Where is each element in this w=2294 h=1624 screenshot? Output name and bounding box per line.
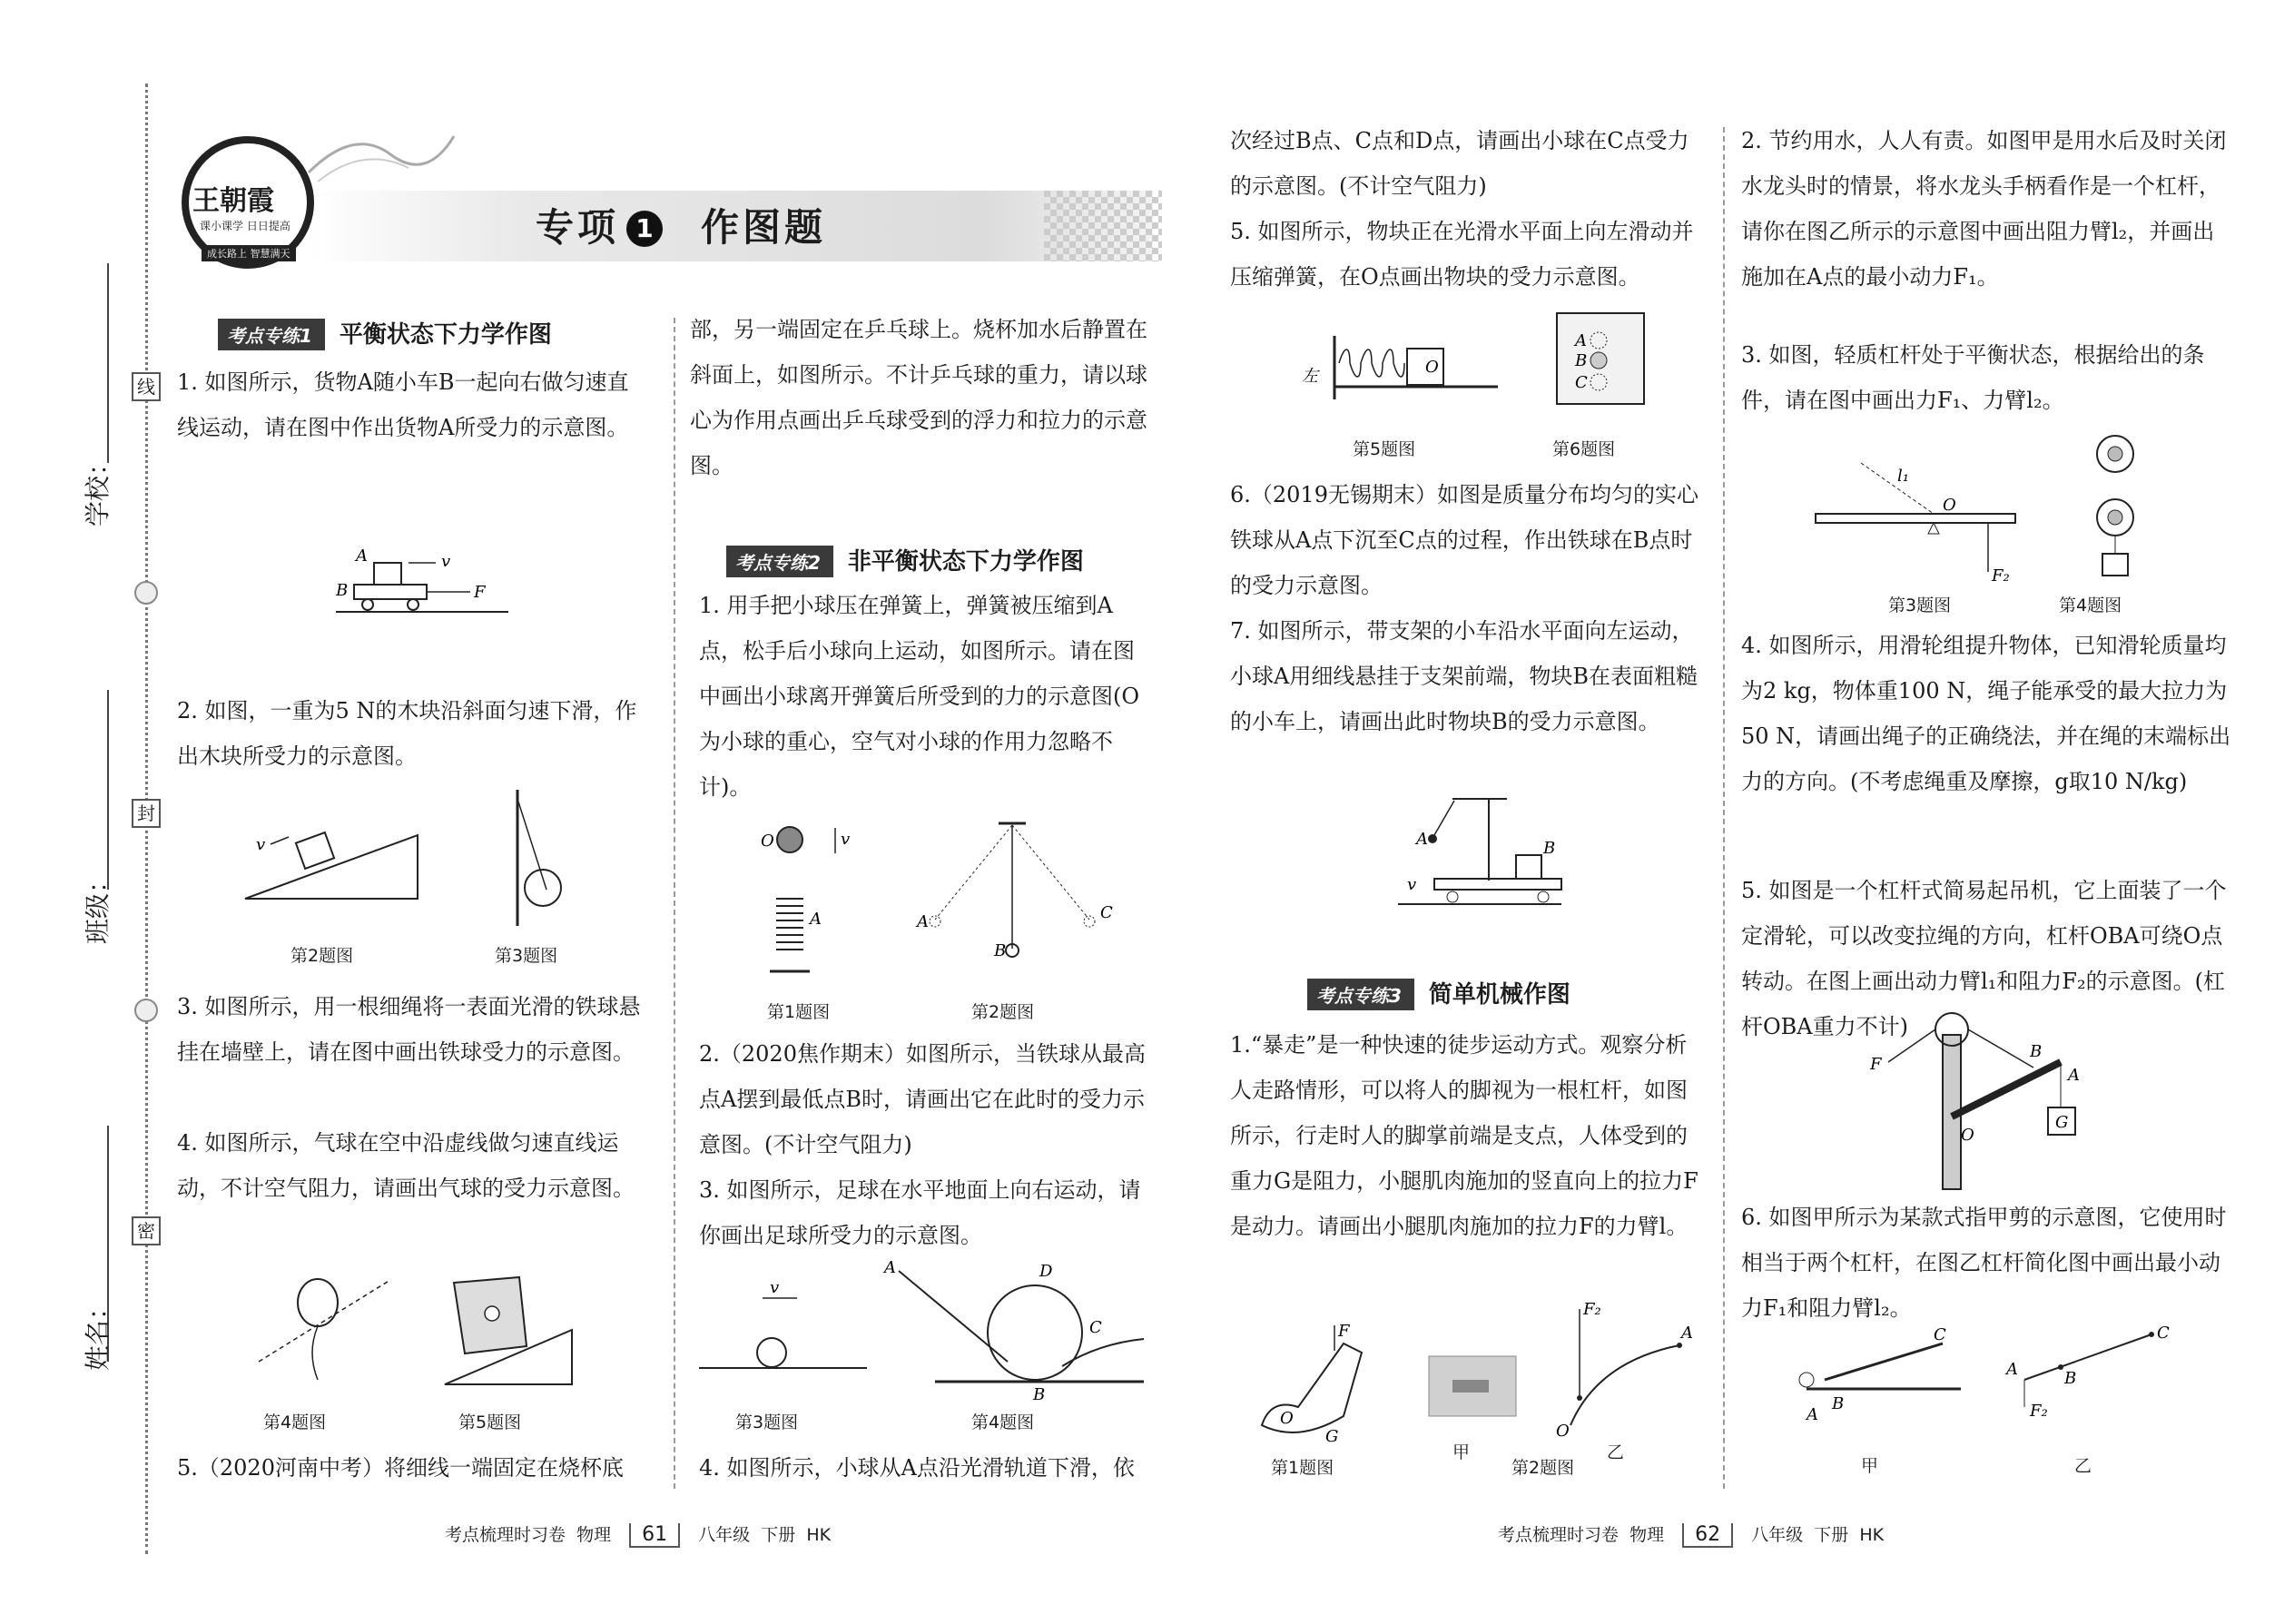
svg-text:v: v	[770, 1278, 780, 1297]
school-label: 学校：	[83, 449, 113, 527]
c1-q5: 5.（2020河南中考）将细线一端固定在烧杯底	[177, 1455, 624, 1481]
caption: 第5题图	[1353, 439, 1416, 459]
svg-text:v: v	[441, 552, 451, 571]
svg-text:B: B	[336, 581, 349, 600]
footer-left	[445, 1521, 831, 1548]
caption: 第4题图	[971, 1412, 1035, 1432]
caption: 乙	[1607, 1442, 1625, 1462]
section-1-badge: 考点专练1	[218, 319, 325, 350]
c4-q5: 5. 如图是一个杠杆式简易起吊机，它上面装了一个定滑轮，可以改变拉绳的方向，杠杆OBA可绕O点转动。在图上画出动力臂l₁和阻力F₂的示意图。(杠杆OBA重力不计)	[1741, 878, 2227, 1039]
svg-text:B: B	[1575, 351, 1588, 370]
svg-text:v: v	[841, 830, 851, 849]
seal-box-secret: 密	[132, 1216, 161, 1245]
figure-cart-pendulum	[1398, 790, 1561, 917]
caption: 第2题图	[971, 1002, 1035, 1022]
svg-text:C: C	[1934, 1325, 1946, 1344]
c2-q5-cont: 部，另一端固定在乒乓球上。烧杯加水后静置在斜面上，如图所示。不计乒乓球的重力，请以球心为作用点画出乒乓球受到的浮力和拉力的示意图。	[690, 317, 1147, 478]
svg-text:F: F	[1338, 1322, 1350, 1341]
section-1-title: 平衡状态下力学作图	[339, 321, 552, 349]
c2-q4: 4. 如图所示，小球从A点沿光滑轨道下滑，依	[699, 1455, 1135, 1481]
name-line-school	[107, 263, 109, 463]
c4-q6: 6. 如图甲所示为某款式指甲剪的示意图，它使用时相当于两个杠杆，在图乙杠杆简化图中画出最小动力F₁和阻力臂l₂。	[1741, 1205, 2227, 1321]
figure-cart-cargo	[336, 545, 536, 635]
caption: 甲	[1861, 1456, 1879, 1476]
figure-clipper-lever	[1988, 1325, 2170, 1425]
figure-track-loop	[881, 1253, 1153, 1407]
c3-q4-cont: 次经过B点、C点和D点，请画出小球在C点受力的示意图。(不计空气阻力)	[1230, 128, 1689, 199]
c3-q7: 7. 如图所示，带支架的小车沿水平面向左运动，小球A用细线悬挂于支架前端，物块B在表面粗糙的小车上，请画出此时物块B的受力示意图。	[1230, 618, 1698, 734]
caption: 第3题图	[1888, 595, 1952, 615]
c2-q2: 2.（2020焦作期末）如图所示，当铁球从最高点A摆到最低点B时，请画出它在此时的受力示意图。(不计空气阻力)	[699, 1041, 1146, 1157]
svg-text:O: O	[1425, 358, 1439, 377]
svg-text:C: C	[1100, 903, 1113, 922]
footer-right	[1498, 1521, 1884, 1548]
figure-spring-block	[1298, 309, 1516, 408]
c2-q1: 1. 用手把小球压在弹簧上，弹簧被压缩到A点，松手后小球向上运动，如图所示。请在图中画出小球离开弹簧后所受到的力的示意图(O为小球的重心，空气对小球的作用力忽略不计)。	[699, 593, 1140, 800]
ornament-icon	[134, 581, 158, 605]
c4-q3: 3. 如图，轻质杠杆处于平衡状态，根据给出的条件，请在图中画出力F₁、力臂l₂。	[1741, 342, 2205, 413]
caption: 第3题图	[495, 946, 558, 966]
footer-grade: 八年级	[1751, 1525, 1804, 1545]
c3-q1: 1.“暴走”是一种快速的徒步运动方式。观察分析人走路情形，可以将人的脚视为一根杠杆，如图所示，行走时人的脚掌前端是支点，人体受到的重力G是阻力，小腿肌肉施加的竖直向上的拉力F是动力。请画出小腿肌肉施加的拉力F的力臂l。	[1230, 1032, 1698, 1239]
svg-text:v: v	[1407, 875, 1417, 894]
c2-q3: 3. 如图所示，足球在水平地面上向右运动，请你画出足球所受力的示意图。	[699, 1177, 1141, 1248]
section-2-heading	[726, 543, 1084, 577]
svg-text:B: B	[994, 941, 1007, 960]
section-1-heading	[218, 316, 552, 350]
svg-text:F₂: F₂	[2030, 1402, 2048, 1421]
footer-term: 下册	[1814, 1525, 1849, 1545]
logo-slogan: 成长路上 智慧满天	[202, 245, 296, 261]
c1-q1: 1. 如图所示，货物A随小车B一起向右做匀速直线运动，请在图中作出货物A所受力的示意图。	[177, 369, 629, 440]
svg-text:A: A	[2068, 1066, 2080, 1085]
section-2-title: 非平衡状态下力学作图	[847, 548, 1084, 576]
page-number: 61	[629, 1523, 680, 1548]
figure-nail-clipper	[1788, 1325, 1970, 1425]
svg-text:C: C	[1575, 373, 1588, 392]
title-pre: 专项	[536, 205, 620, 250]
c1-q3: 3. 如图所示，用一根细绳将一表面光滑的铁球悬挂在墙壁上，请在图中画出铁球受力的示意图。	[177, 994, 641, 1065]
page-number: 62	[1682, 1523, 1733, 1548]
caption: 甲	[1452, 1442, 1471, 1462]
figure-beaker-incline	[436, 1266, 581, 1403]
svg-text:O: O	[1961, 1126, 1974, 1145]
figure-beaker-ball	[1548, 304, 1657, 413]
figure-faucet-photo	[1416, 1343, 1534, 1425]
caption: 第2题图	[1511, 1458, 1575, 1478]
svg-text:A: A	[917, 912, 929, 931]
figure-football	[699, 1271, 871, 1389]
column-divider	[674, 318, 675, 1489]
name-label: 姓名：	[83, 1294, 113, 1371]
caption: 第6题图	[1552, 439, 1616, 459]
title-post: 作图题	[701, 205, 827, 250]
figure-lever-f1	[1807, 445, 2024, 590]
checker-pattern	[1044, 191, 1162, 261]
c3-q6: 6.（2019无锡期末）如图是质量分布均匀的实心铁球从A点下沉至C点的过程，作出铁球在B点时的受力示意图。	[1230, 482, 1698, 598]
svg-text:F₂: F₂	[1583, 1300, 1601, 1319]
svg-text:A: A	[2006, 1360, 2018, 1379]
caption: 第5题图	[458, 1412, 522, 1432]
svg-text:C: C	[1089, 1318, 1102, 1337]
seal-box-seal: 封	[132, 799, 161, 828]
section-3-badge: 考点专练3	[1307, 979, 1414, 1010]
svg-text:C: C	[2157, 1324, 2170, 1343]
svg-text:G: G	[2055, 1113, 2069, 1132]
svg-text:O: O	[761, 832, 774, 851]
figure-wall-ball	[499, 781, 572, 935]
figure-faucet-lever	[1543, 1298, 1707, 1443]
section-2-badge: 考点专练2	[726, 546, 833, 577]
svg-text:A: A	[1416, 830, 1428, 849]
c4-q4: 4. 如图所示，用滑轮组提升物体，已知滑轮质量均为2 kg，物体重100 N，绳子能承受的最大拉力为50 N，请画出绳子的正确绕法，并在绳的末端标出力的方向。(不考虑绳重及摩擦，g取10 N/kg)	[1741, 633, 2231, 794]
figure-foot-lever	[1244, 1316, 1380, 1452]
svg-text:B: B	[2030, 1042, 2043, 1061]
figure-incline-block	[236, 781, 436, 917]
svg-text:B: B	[1033, 1385, 1046, 1404]
footer-term: 下册	[761, 1525, 796, 1545]
c1-q2: 2. 如图，一重为5 N的木块沿斜面匀速下滑，作出木块所受力的示意图。	[177, 698, 637, 769]
footer-series: 考点梳理时习卷	[445, 1525, 566, 1545]
svg-text:F: F	[1870, 1055, 1882, 1074]
figure-spring-ball	[753, 817, 851, 989]
svg-text:F: F	[474, 583, 486, 602]
logo-sub: 课小课学 日日提高	[200, 220, 290, 232]
c4-q2: 2. 节约用水，人人有责。如图甲是用水后及时关闭水龙头时的情景，将水龙头手柄看作是一个杠杆，请你在图乙所示的示意图中画出阻力臂l₂，并画出施加在A点的最小动力F₁。	[1741, 128, 2227, 290]
footer-grade: 八年级	[698, 1525, 751, 1545]
svg-text:G: G	[1325, 1427, 1339, 1446]
seal-box-line: 线	[132, 372, 161, 401]
caption: 第4题图	[263, 1412, 327, 1432]
caption: 第4题图	[2059, 595, 2122, 615]
figure-pendulum	[908, 812, 1126, 967]
figure-pulley-block	[2079, 427, 2151, 590]
caption: 第3题图	[735, 1412, 799, 1432]
svg-text:左: 左	[1302, 367, 1318, 386]
svg-text:A: A	[1575, 331, 1587, 350]
figure-balloon	[254, 1262, 399, 1398]
svg-text:A: A	[810, 910, 822, 929]
svg-text:B: B	[1832, 1394, 1845, 1413]
logo-name: 王朝霞	[192, 185, 274, 217]
figure-crane	[1852, 1008, 2088, 1189]
svg-text:O: O	[1943, 496, 1956, 515]
svg-text:A: A	[1681, 1324, 1693, 1343]
ornament-icon	[134, 999, 158, 1022]
svg-text:l₁: l₁	[1897, 467, 1909, 486]
svg-text:A: A	[356, 546, 368, 566]
svg-text:F₂: F₂	[1992, 566, 2010, 586]
page-title	[536, 198, 826, 252]
caption: 第1题图	[1271, 1458, 1334, 1478]
footer-subject: 物理	[1629, 1525, 1665, 1545]
svg-text:A: A	[1807, 1405, 1818, 1424]
title-number: 1	[626, 211, 663, 247]
section-3-heading	[1307, 976, 1570, 1010]
svg-text:O: O	[1556, 1422, 1570, 1441]
footer-edition: HK	[1859, 1525, 1885, 1545]
svg-text:O: O	[1280, 1409, 1294, 1428]
footer-series: 考点梳理时习卷	[1498, 1525, 1620, 1545]
class-label: 班级：	[83, 867, 113, 944]
caption: 第2题图	[290, 946, 354, 966]
svg-text:A: A	[884, 1258, 896, 1277]
caption: 第1题图	[767, 1002, 831, 1022]
name-line-class	[107, 690, 109, 890]
svg-text:D: D	[1039, 1262, 1053, 1281]
svg-text:B: B	[1543, 839, 1556, 858]
ribbon-decoration	[300, 118, 463, 191]
c1-q4: 4. 如图所示，气球在空中沿虚线做匀速直线运动，不计空气阻力，请画出气球的受力示意图。	[177, 1130, 635, 1201]
svg-text:v: v	[256, 835, 266, 854]
c3-q5: 5. 如图所示，物块正在光滑水平面上向左滑动并压缩弹簧，在O点画出物块的受力示意图。	[1230, 219, 1694, 290]
footer-edition: HK	[806, 1525, 832, 1545]
svg-text:B: B	[2064, 1369, 2077, 1388]
section-3-title: 简单机械作图	[1428, 981, 1570, 1009]
footer-subject: 物理	[576, 1525, 612, 1545]
column-divider	[1723, 127, 1725, 1489]
caption: 乙	[2074, 1456, 2092, 1476]
